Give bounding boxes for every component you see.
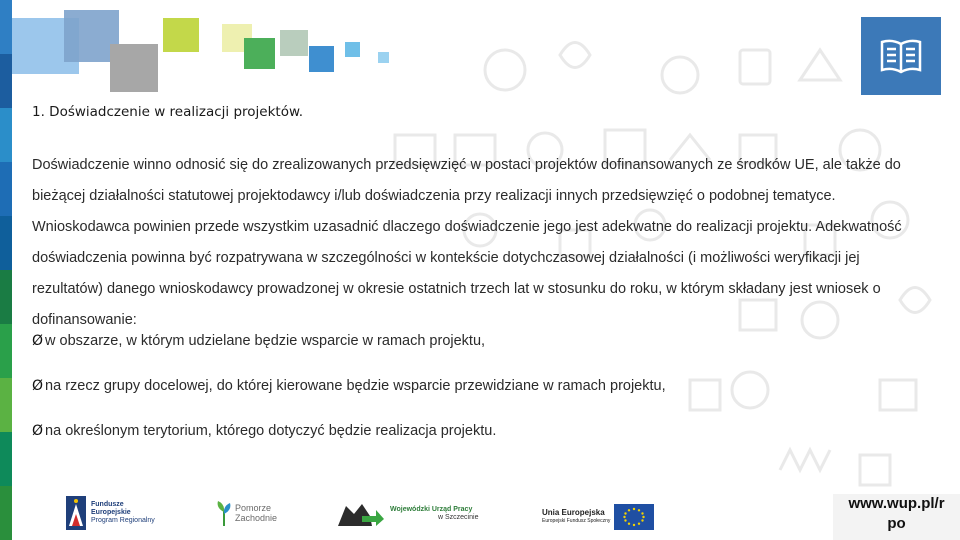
pomorze-zachodnie-logo <box>216 500 277 526</box>
bullet-list <box>32 333 666 468</box>
logo-text: Europejskie <box>91 509 131 516</box>
book-icon <box>878 36 924 76</box>
body-paragraph: Doświadczenie winno odnosić się do zrealizowanych przedsięwzięć w postaci projektów dofinansowanych ze środków UE, ale także do bieżącej działalności statutowej projektodawcy i/lub doświadczenia przy realizacji innych przedsięwzięć o podobnej tematyce. Wnioskodawca powinien przede wszystkim uzasadnić dlaczego doświadczenie jego jest adekwatne do realizacji projektu. Adekwatność doświadczenia powinna być rozpatrywana w szczególności w kontekście dotychczasowej działalności (i możliwości weryfikacji jej rezultatów) danego wnioskodawcy prowadzonej w okresie ostatnich trzech lat w stosunku do roku, w którym składany jest wniosek o dofinansowanie: <box>32 157 902 328</box>
url-line: www.wup.pl/r <box>848 495 945 512</box>
logo-text: Pomorze <box>235 503 272 513</box>
leaf-icon <box>216 500 232 526</box>
side-color-stripe <box>0 0 12 540</box>
unia-europejska-logo <box>542 504 654 530</box>
logo-text: w Szczecinie <box>438 514 479 521</box>
logo-text: Wojewódzki Urząd Pracy <box>390 506 473 513</box>
wup-emblem-icon <box>338 502 384 526</box>
bullet-text: w obszarze, w którym udzielane będzie wsparcie w ramach projektu, <box>45 333 486 349</box>
bullet-item <box>32 423 666 468</box>
arrow-bullet-icon: Ø <box>32 423 44 439</box>
logo-text: Program Regionalny <box>91 517 155 524</box>
book-badge <box>861 17 941 95</box>
fe-emblem-icon <box>66 496 86 530</box>
arrow-bullet-icon: Ø <box>32 333 44 349</box>
url-line: po <box>887 515 906 532</box>
eu-flag-icon <box>614 504 654 530</box>
bullet-text: na rzecz grupy docelowej, do której kierowane będzie wsparcie przewidziane w ramach projektu, <box>45 378 666 394</box>
logo-text: Zachodnie <box>235 513 278 523</box>
logo-text: Europejski Fundusz Społeczny <box>542 518 611 524</box>
website-url[interactable] <box>833 494 960 540</box>
bullet-item <box>32 333 666 378</box>
logo-text: Unia Europejska <box>542 508 605 517</box>
fundusze-europejskie-logo <box>66 496 155 530</box>
bullet-item <box>32 378 666 423</box>
section-heading: 1. Doświadczenie w realizacji projektów. <box>32 104 304 120</box>
wup-szczecin-logo <box>338 502 478 526</box>
bullet-text: na określonym terytorium, którego dotyczyć będzie realizacja projektu. <box>45 423 497 439</box>
logo-text: Fundusze <box>91 501 124 508</box>
footer-logos <box>0 490 960 540</box>
arrow-bullet-icon: Ø <box>32 378 44 394</box>
